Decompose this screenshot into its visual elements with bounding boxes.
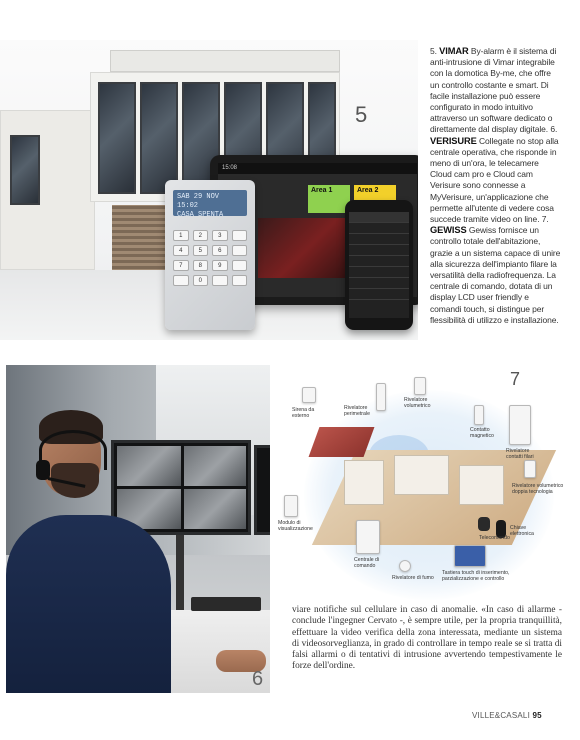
caption-number-6: 6 [252,668,264,690]
key: 1 [173,230,189,241]
key: 0 [193,275,209,286]
key [232,260,248,271]
key: 3 [212,230,228,241]
brand-vimar: VIMAR [439,46,469,56]
alarm-system-diagram [274,365,564,600]
label-smoke-detector: Rivelatore di fumo [392,575,434,581]
display-module-icon [284,495,298,517]
label-wired-contacts: Rivelatore contatti filari [506,448,534,460]
house-roof-section [309,427,375,457]
cctv-monitor [111,440,251,535]
smartphone-device [345,200,413,330]
remote-control-icon [478,517,490,531]
label-dual-tech-detector: Rivelatore volumetrico doppia tecnologia [512,483,564,495]
lcd-line-2: CASA SPENTA [177,211,224,219]
wooden-slats [112,205,167,275]
label-electronic-key: Chiave elettronica [510,525,534,537]
keyboard [191,597,261,611]
photo-security-operator [6,365,270,693]
tablet-status-bar: 15:08 [218,163,417,174]
touch-keypad-icon [454,545,486,567]
tablet-map-panel [258,218,358,278]
label-perimeter-detector: Rivelatore perimetrale [344,405,370,417]
page-number: 95 [532,711,542,720]
article-body-text: viare notifiche sul cellulare in caso di anomalie. «In caso di allarme - conclude l'ingegner Cervato -, è sempre utile, per la propria tranquillità, effettuare la video verifica della zona interessata, mediante un sistema di videosorveglianza, in grado di controllare in tempo reale se si tratta di falsi allarmi o di tentativi di intrusione avvertendo tempestivamente le forze dell'ordine. [292,605,562,672]
house-window [98,82,136,194]
magazine-name: VILLE&CASALI [472,711,530,720]
brand-gewiss: GEWISS [430,225,467,236]
caption-number-5: 5 [355,102,368,127]
product-descriptions [430,46,562,326]
caption-number-7: 7 [510,369,521,389]
second-monitor [254,445,270,535]
key: 4 [173,245,189,256]
key [212,275,228,286]
smoke-detector-icon [399,560,411,572]
magnetic-contact-icon [474,405,484,425]
keypad-lcd [173,190,247,219]
key [232,230,248,241]
key: 9 [212,260,228,271]
key: 5 [193,245,209,256]
house-roof [110,50,340,72]
key [173,275,189,286]
house-window [10,135,40,205]
control-panel-icon [356,520,380,554]
monitor-stand [176,535,184,615]
label-siren: Sirena da esterno [292,407,315,419]
label-display-module: Modulo di visualizzazione [278,520,313,532]
key [232,245,248,256]
alarm-keypad [165,180,255,330]
lcd-line-1: SAB 29 NOV 15:02 [177,193,220,210]
operator-body [6,515,171,693]
key: 2 [193,230,209,241]
volumetric-detector-icon [414,377,426,395]
siren-icon [302,387,316,403]
brand-verisure: VERISURE [430,135,477,146]
key [232,275,248,286]
wired-contacts-icon [509,405,531,445]
label-touch-keypad: Tastiera touch di inserimento, parzializzazione e controllo [442,570,510,582]
label-magnetic-contact: Contatto magnetico [470,427,494,439]
smartphone-screen [349,212,409,318]
key: 7 [173,260,189,271]
tablet-area1-tile: Area 1 [308,185,350,213]
label-volumetric-detector: Rivelatore volumetrico [404,397,431,409]
label-control-panel: Centrale di comando [354,557,380,569]
keypad-buttons [173,230,247,286]
tablet-area2-tile: Area 2 [354,185,396,213]
item-5-paragraph: 5. VIMAR By-alarm è il sistema di anti-intrusione di Vimar integrabile con la domotica By-me, che offre un controllo costante e smart. Di facile installazione può essere configurato in modo intuitivo attraverso un software dedicato o direttamente dal display digitale. 6. VERISURE Collegate no stop alla centrale operativa, che risponde in meno di un'ora, le telecamere Cloud cam pro e Cloud cam Verisure sono connesse a MyVerisure, un'applicazione che permette all'utente di vedere cosa succede tramite video on line. 7. GEWISS Gewiss fornisce un controllo totale dell'abitazione, grazie a un sistema capace di unire alla sicurezza dell'impianto filare la versatilità della radiofrequenza. La centrale di comando, dotata di un display LCD user friendly e comandi touch, si distingue per flessibilità di utilizzo e installazione. [430,46,561,325]
key: 8 [193,260,209,271]
dual-tech-detector-icon [524,460,536,478]
key: 6 [212,245,228,256]
page-footer [472,711,542,720]
house-window [140,82,178,194]
label-remote-control: Telecomando [479,535,510,541]
photo-house-alarm-system [0,40,418,340]
